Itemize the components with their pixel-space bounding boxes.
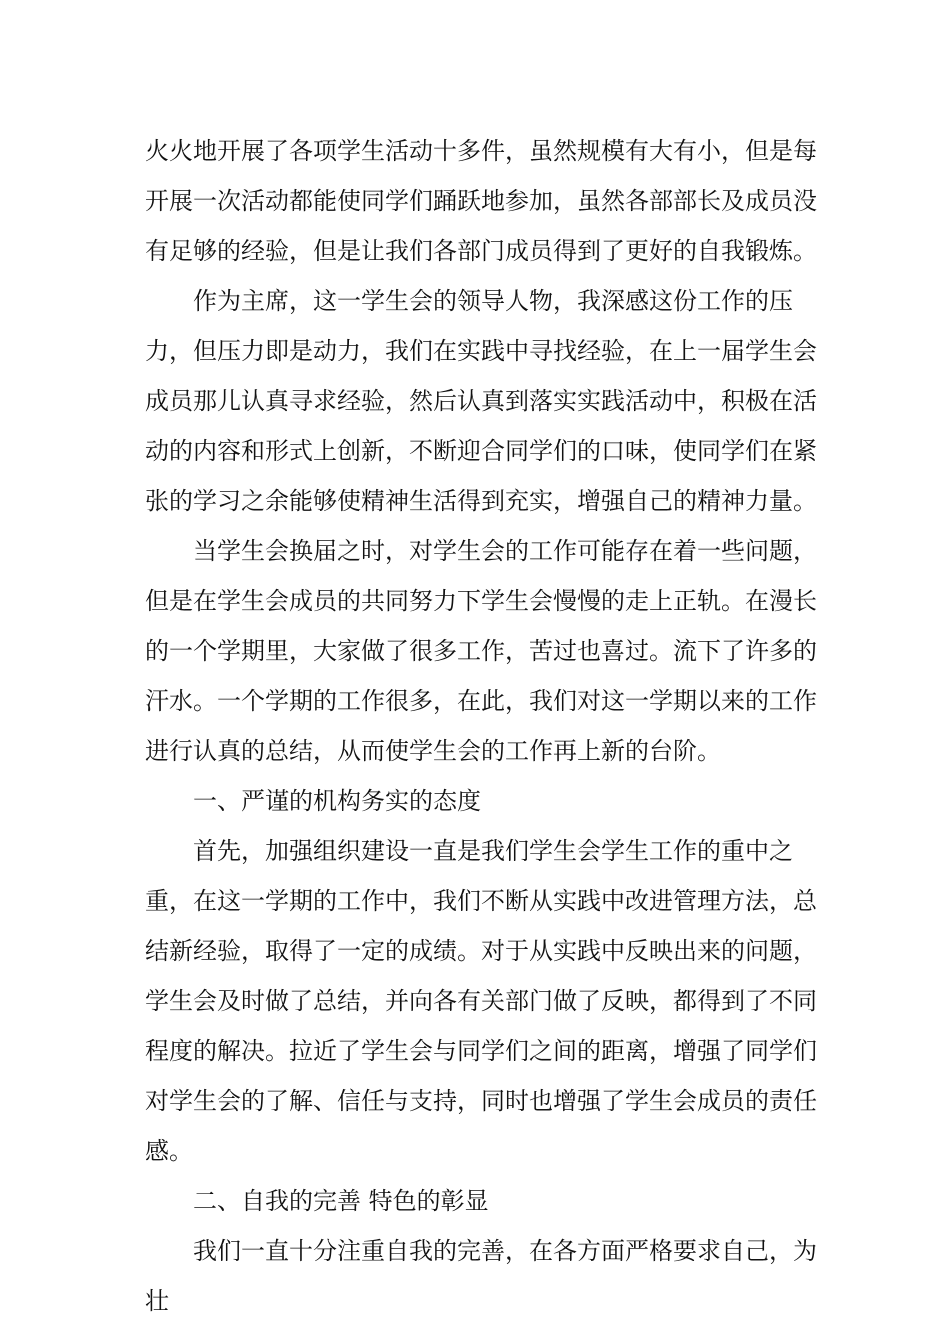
paragraph-organization-building: 首先，加强组织建设一直是我们学生会学生工作的重中之重，在这一学期的工作中，我们不断从实践中改进管理方法，总结新经验，取得了一定的成绩。对于从实践中反映出来的问题，学生会及时做了总结，并向各有关部门做了反映，都得到了不同程度的解决。拉近了学生会与同学们之间的距离，增强了同学们对学生会的了解、信任与支持，同时也增强了学生会成员的责任感。: [145, 837, 817, 1165]
paragraph-term-summary: 当学生会换届之时，对学生会的工作可能存在着一些问题，但是在学生会成员的共同努力下学生会慢慢的走上正轨。在漫长的一个学期里，大家做了很多工作，苦过也喜过。流下了许多的汗水。一个学期的工作很多，在此，我们对这一学期以来的工作进行认真的总结，从而使学生会的工作再上新的台阶。: [145, 537, 817, 765]
section-heading-two: 二、自我的完善 特色的彰显: [193, 1187, 489, 1215]
paragraph-chairman-pressure: 作为主席，这一学生会的领导人物，我深感这份工作的压力，但压力即是动力，我们在实践中寻找经验，在上一届学生会成员那儿认真寻求经验，然后认真到落实实践活动中，积极在活动的内容和形式上创新，不断迎合同学们的口味，使同学们在紧张的学习之余能够使精神生活得到充实，增强自己的精神力量。: [145, 287, 817, 515]
paragraph-self-improvement: 我们一直十分注重自我的完善，在各方面严格要求自己，为壮: [145, 1237, 817, 1315]
section-heading-one: 一、严谨的机构务实的态度: [193, 787, 481, 815]
document-body: [145, 126, 835, 1326]
paragraph-continuation: 火火地开展了各项学生活动十多件，虽然规模有大有小，但是每开展一次活动都能使同学们踊跃地参加，虽然各部部长及成员没有足够的经验，但是让我们各部门成员得到了更好的自我锻炼。: [145, 137, 817, 265]
